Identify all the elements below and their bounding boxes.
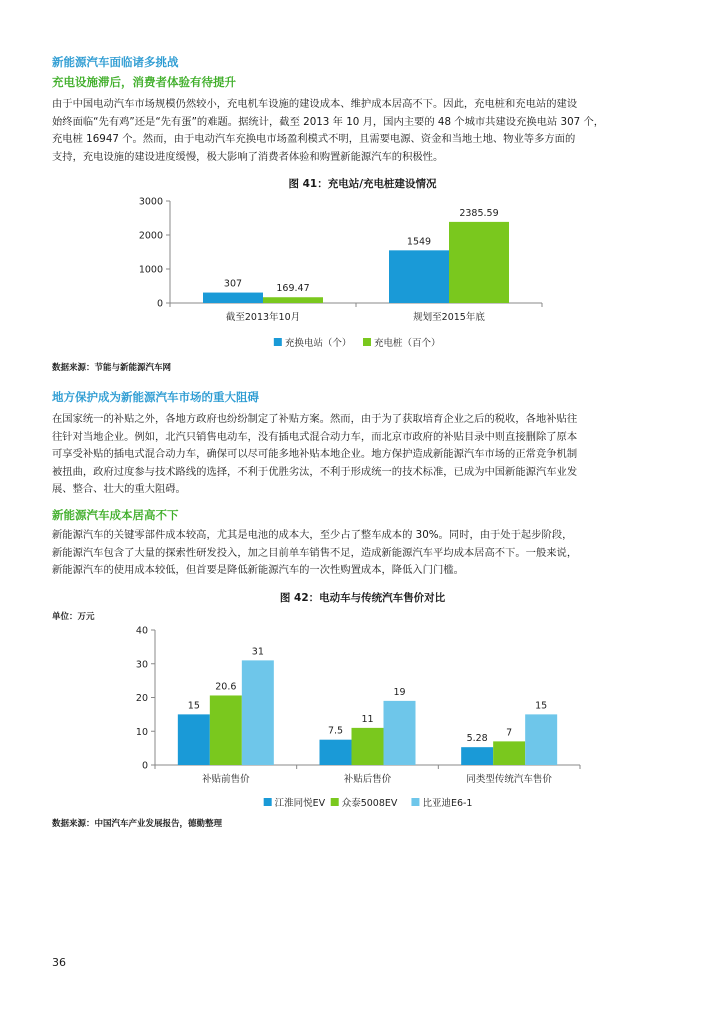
paragraph-line: 新能源汽车的关键零部件成本较高，尤其是电池的成本大，至少占了整车成本的 30%。同时，由于处于起步阶段， <box>52 529 573 541</box>
paragraph-line: 被扭曲，政府过度参与技术路线的选择，不利于优胜劣汰，不利于形成统一的技术标准，已成为中国新能源汽车业发 <box>52 465 578 478</box>
paragraph-charging <box>52 96 674 166</box>
figure-42-source: 数据来源：中国汽车产业发展报告，德勤整理 <box>52 819 223 829</box>
data-label: 15 <box>187 700 200 712</box>
y-tick-label: 2000 <box>138 230 163 242</box>
bar <box>242 660 274 765</box>
paragraph-line: 在国家统一的补贴之外，各地方政府也纷纷制定了补贴方案。然而，由于为了获取培育企业之后的税收，各地补贴往 <box>52 413 578 425</box>
paragraph-line: 可享受补贴的插电式混合动力车，确保可以尽可能多地补贴本地企业。地方保护造成新能源汽车市场的正常竞争机制 <box>52 448 578 460</box>
legend-label: 江淮同悦EV <box>274 798 326 809</box>
paragraph-line: 充电桩 16947 个。然而，由于电动汽车充换电市场盈利模式不明，且需要电源、资金和当地土地、物业等多方面的 <box>52 133 576 145</box>
x-tick-label: 规划至2015年底 <box>413 312 485 323</box>
bar <box>493 741 525 765</box>
bar <box>449 222 509 303</box>
price-comparison-chart <box>0 620 725 815</box>
bar <box>263 297 323 303</box>
paragraph-line: 往针对当地企业。例如，北汽只销售电动车，没有插电式混合动力车，而北京市政府的补贴目录中则直接删除了原本 <box>52 430 578 443</box>
legend-label: 充换电站（个） <box>284 338 352 349</box>
charging-construction-chart <box>0 190 725 355</box>
bar <box>210 695 242 765</box>
data-label: 15 <box>535 700 548 712</box>
bar <box>352 728 384 765</box>
legend-label: 比亚迪E6-1 <box>422 798 473 809</box>
bar <box>461 747 493 765</box>
bar <box>525 714 557 765</box>
x-tick-label: 同类型传统汽车售价 <box>466 774 552 785</box>
y-tick-label: 10 <box>135 726 148 738</box>
bar <box>178 714 210 765</box>
paragraph-line: 支持，充电设施的建设进度缓慢，极大影响了消费者体验和购置新能源汽车的积极性。 <box>52 150 444 163</box>
y-tick-label: 40 <box>135 625 148 637</box>
paragraph-line: 由于中国电动汽车市场规模仍然较小，充电机车设施的建设成本、维护成本居高不下。因此，充电桩和充电站的建设 <box>52 98 578 110</box>
paragraph-line: 新能源汽车的使用成本较低，但首要是降低新能源汽车的一次性购置成本，降低入门门槛。 <box>52 564 464 576</box>
y-tick-label: 0 <box>141 760 148 772</box>
legend-swatch <box>331 798 339 806</box>
bar <box>203 293 263 303</box>
x-tick-label: 补贴前售价 <box>202 774 250 785</box>
page-number: 36 <box>52 956 66 969</box>
legend-swatch <box>264 798 272 806</box>
data-label: 307 <box>223 278 243 290</box>
bar <box>389 250 449 303</box>
data-label: 19 <box>393 686 406 698</box>
y-tick-label: 3000 <box>138 196 163 208</box>
paragraph-line: 新能源汽车包含了大量的探索性研发投入，加之目前单车销售不足，造成新能源汽车平均成本居高不下。一般来说， <box>52 546 578 559</box>
bar <box>320 740 352 765</box>
subtitle-charging-facilities: 充电设施滞后，消费者体验有待提升 <box>52 75 236 89</box>
x-tick-label: 补贴后售价 <box>343 774 392 785</box>
x-tick-label: 截至2013年10月 <box>225 312 301 323</box>
paragraph-line: 展、整合、壮大的重大阻碍。 <box>52 483 186 495</box>
data-label: 169.47 <box>276 283 310 295</box>
data-label: 7.5 <box>327 725 344 737</box>
data-label: 2385.59 <box>459 207 499 219</box>
data-label: 31 <box>251 646 264 658</box>
data-label: 7 <box>506 727 513 739</box>
legend-label: 充电桩（百个） <box>374 338 441 349</box>
subtitle-high-cost: 新能源汽车成本居高不下 <box>52 508 179 522</box>
y-tick-label: 1000 <box>138 264 163 276</box>
data-label: 1549 <box>406 236 432 248</box>
paragraph-local-protection <box>52 411 674 499</box>
y-tick-label: 0 <box>156 298 163 310</box>
legend-swatch <box>411 798 419 806</box>
legend-swatch <box>274 338 282 346</box>
paragraph-cost <box>52 527 674 580</box>
figure-42-unit: 单位：万元 <box>52 612 95 622</box>
figure-42-title: 图 42：电动车与传统汽车售价对比 <box>279 592 446 604</box>
bar <box>384 701 416 765</box>
figure-41-title: 图 41：充电站/充电桩建设情况 <box>288 178 437 190</box>
y-tick-label: 30 <box>135 659 148 671</box>
legend-swatch <box>363 338 371 346</box>
section-title-local-protection: 地方保护成为新能源汽车市场的重大阻碍 <box>52 390 259 404</box>
section-title-challenges: 新能源汽车面临诸多挑战 <box>52 55 179 69</box>
legend-label: 众泰5008EV <box>341 798 398 809</box>
data-label: 20.6 <box>215 681 237 693</box>
y-tick-label: 20 <box>135 693 148 704</box>
data-label: 5.28 <box>466 733 488 745</box>
figure-41-source: 数据来源：节能与新能源汽车网 <box>52 363 172 373</box>
data-label: 11 <box>361 713 374 725</box>
paragraph-line: 始终面临“先有鸡”还是“先有蛋”的难题。据统计，截至 2013 年 10 月，国内主要的 48 个城市共建设充换电站 307 个， <box>52 115 605 128</box>
